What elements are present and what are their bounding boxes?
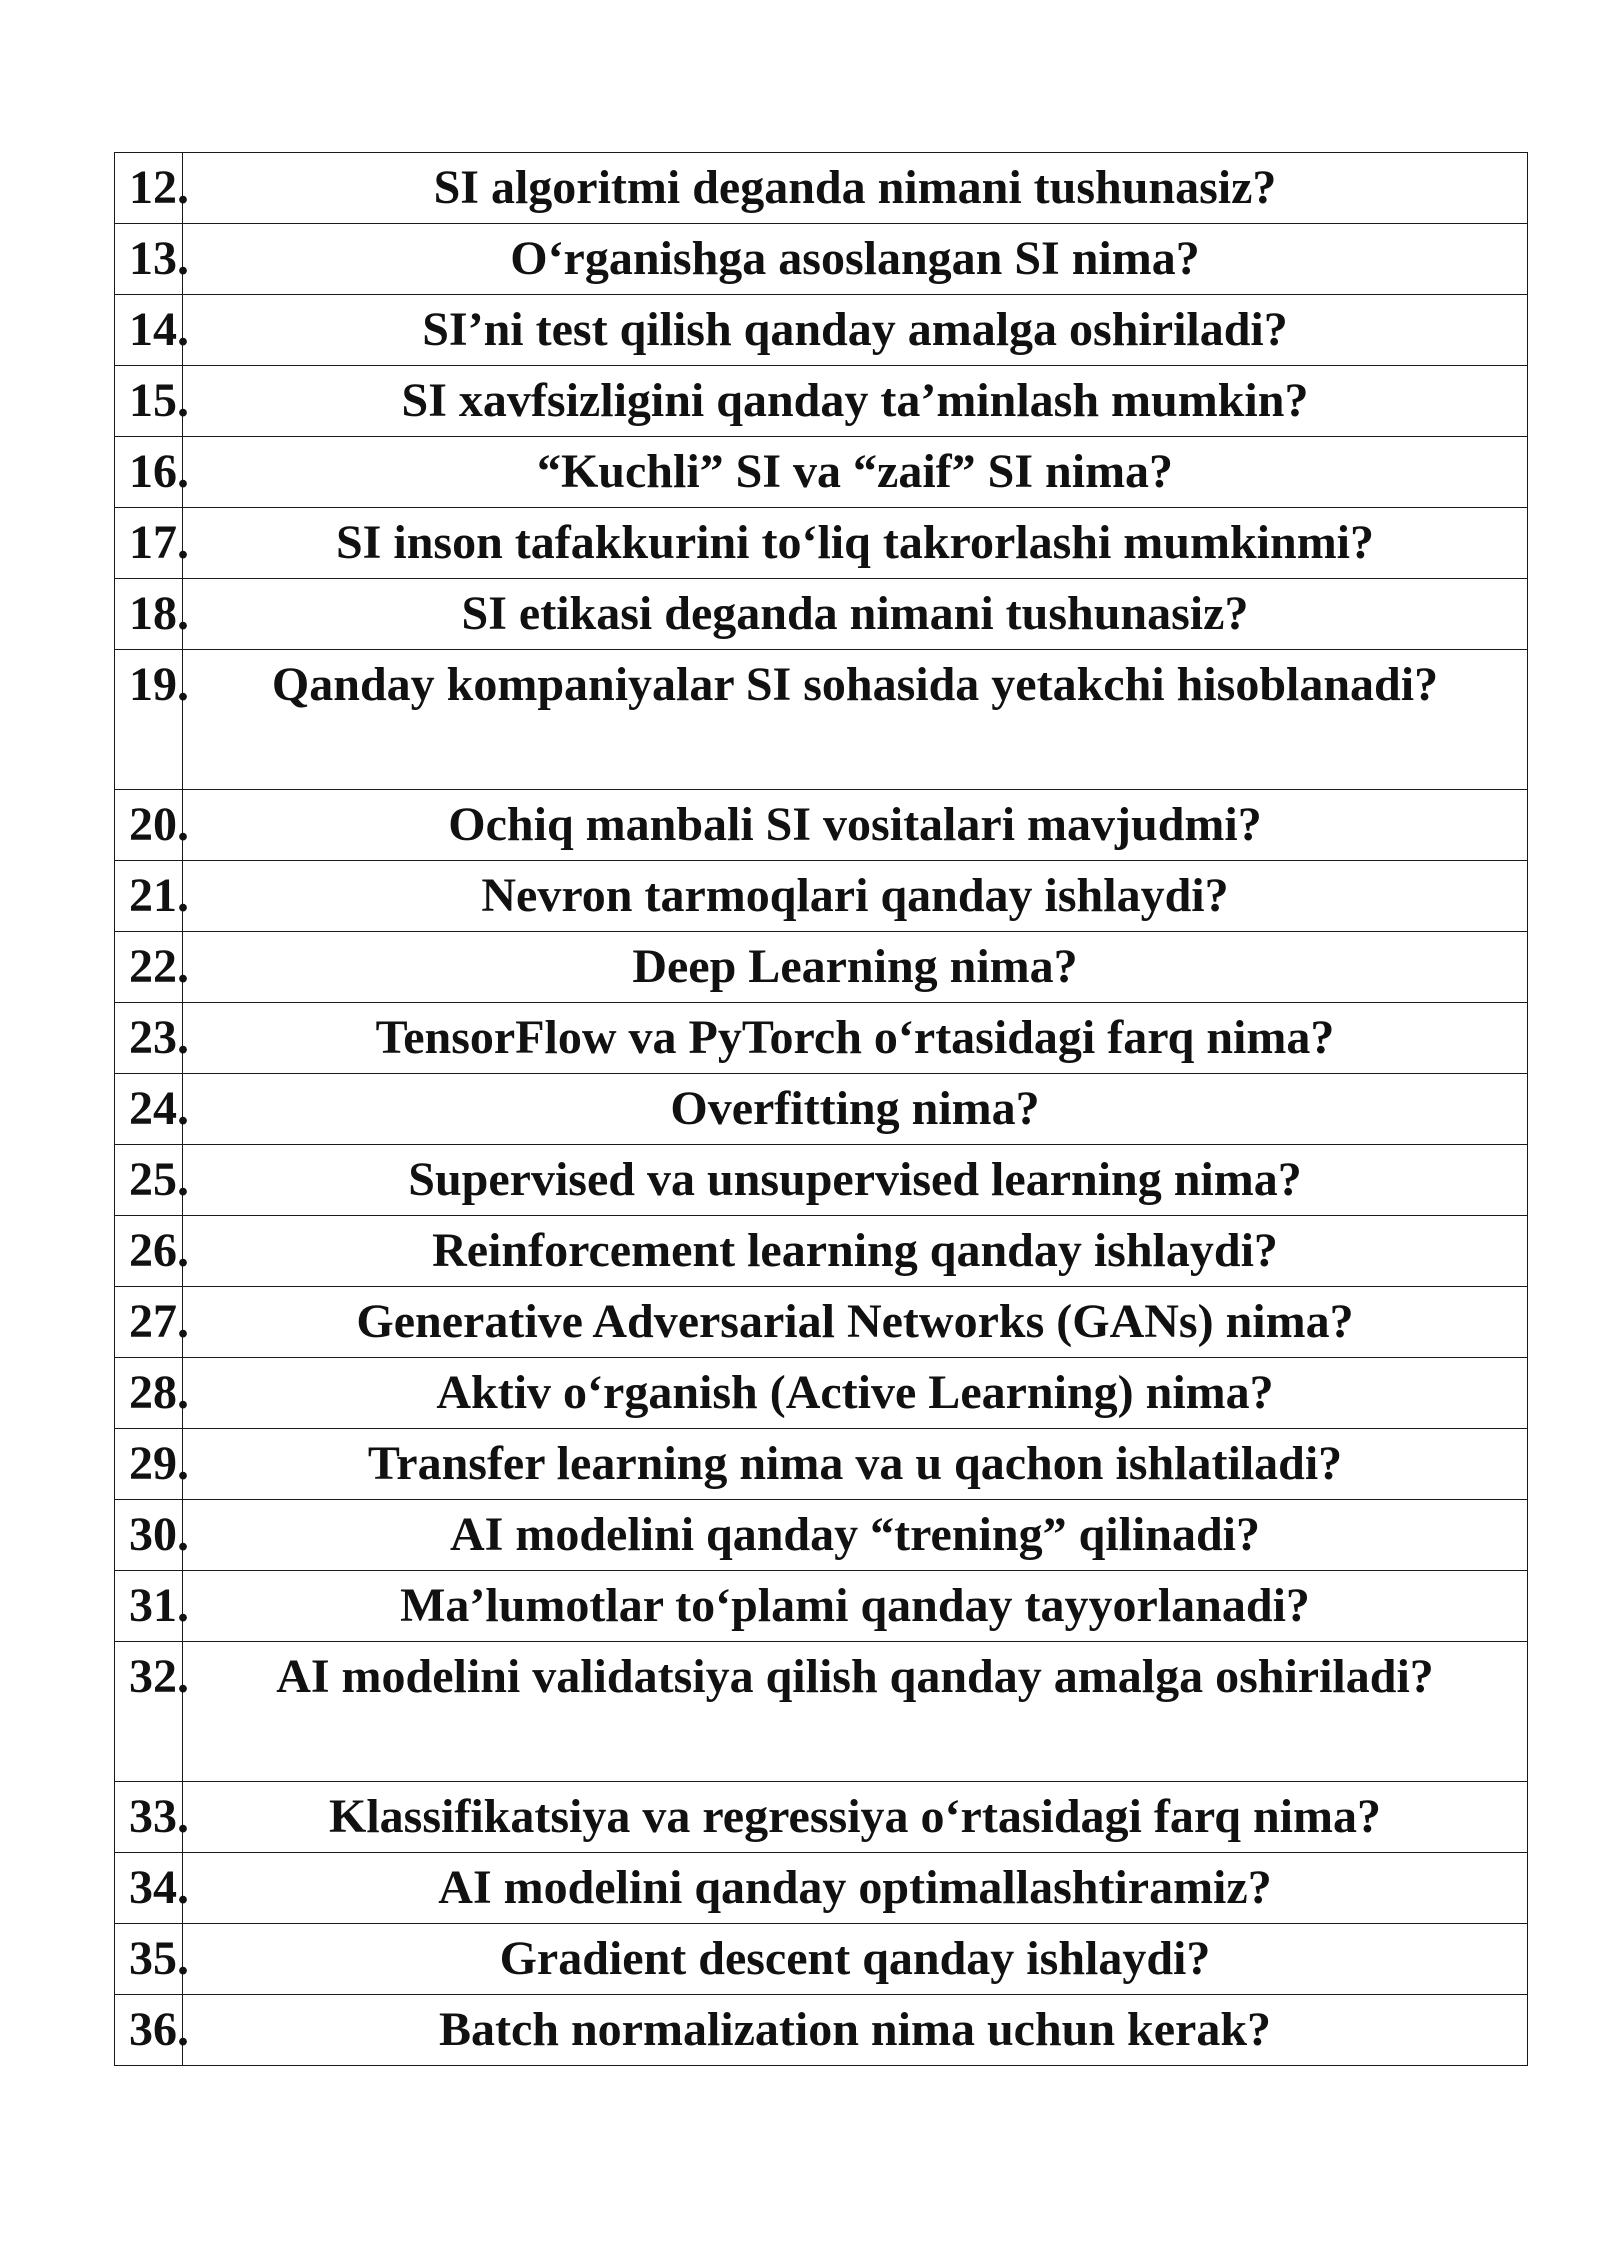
question-text: AI modelini qanday “trening” qilinadi? <box>183 1500 1528 1571</box>
question-number: 12. <box>129 161 189 214</box>
question-text: Nevron tarmoqlari qanday ishlaydi? <box>183 861 1528 932</box>
question-number-cell <box>115 579 189 650</box>
table-row <box>115 1571 1528 1642</box>
question-number: 21. <box>129 869 189 922</box>
table-row <box>115 1924 1528 1995</box>
table-row <box>115 932 1528 1003</box>
question-number-cell <box>115 1500 189 1571</box>
table-row <box>115 650 1528 790</box>
question-number-cell <box>115 1358 189 1429</box>
question-text: Ma’lumotlar to‘plami qanday tayyorlanadi? <box>183 1571 1528 1642</box>
question-number: 28. <box>129 1366 189 1419</box>
table-row <box>115 1287 1528 1358</box>
table-row <box>115 508 1528 579</box>
question-number: 23. <box>129 1011 189 1064</box>
question-number-cell <box>115 1074 189 1145</box>
question-text: AI modelini qanday optimallashtiramiz? <box>183 1853 1528 1924</box>
question-number: 16. <box>129 445 189 498</box>
question-text: Deep Learning nima? <box>183 932 1528 1003</box>
question-number: 25. <box>129 1153 189 1206</box>
question-text: Qanday kompaniyalar SI sohasida yetakchi hisoblanadi? <box>183 650 1528 790</box>
table-row <box>115 1853 1528 1924</box>
question-number: 24. <box>129 1082 189 1135</box>
question-text: Gradient descent qanday ishlaydi? <box>183 1924 1528 1995</box>
question-text: SI xavfsizligini qanday ta’minlash mumkin? <box>183 366 1528 437</box>
table-row <box>115 790 1528 861</box>
question-number-cell <box>115 153 189 224</box>
table-row <box>115 1500 1528 1571</box>
table-row <box>115 1216 1528 1287</box>
question-number-cell <box>115 1642 189 1782</box>
question-number-cell <box>115 861 189 932</box>
question-text: SI algoritmi deganda nimani tushunasiz? <box>183 153 1528 224</box>
table-row <box>115 153 1528 224</box>
question-number-cell <box>115 790 189 861</box>
question-number-cell <box>115 366 189 437</box>
question-number: 15. <box>129 374 189 427</box>
question-number: 35. <box>129 1932 189 1985</box>
table-row <box>115 1995 1528 2066</box>
question-text: Supervised va unsupervised learning nima? <box>183 1145 1528 1216</box>
question-text: Batch normalization nima uchun kerak? <box>183 1995 1528 2066</box>
table-row <box>115 1358 1528 1429</box>
question-number: 30. <box>129 1508 189 1561</box>
table-row <box>115 1429 1528 1500</box>
question-number: 33. <box>129 1790 189 1843</box>
table-row <box>115 1782 1528 1853</box>
question-text: SI etikasi deganda nimani tushunasiz? <box>183 579 1528 650</box>
question-text: SI’ni test qilish qanday amalga oshiriladi? <box>183 295 1528 366</box>
question-number: 17. <box>129 516 189 569</box>
question-number-cell <box>115 1216 189 1287</box>
question-text: “Kuchli” SI va “zaif” SI nima? <box>183 437 1528 508</box>
question-text: Aktiv o‘rganish (Active Learning) nima? <box>183 1358 1528 1429</box>
question-number-cell <box>115 1995 189 2066</box>
table-row <box>115 861 1528 932</box>
questions-table-body <box>115 153 1528 2066</box>
question-number: 20. <box>129 798 189 851</box>
question-number-cell <box>115 295 189 366</box>
question-number-cell <box>115 1853 189 1924</box>
question-text: Overfitting nima? <box>183 1074 1528 1145</box>
question-number: 22. <box>129 940 189 993</box>
question-number-cell <box>115 437 189 508</box>
table-row <box>115 1003 1528 1074</box>
question-number: 36. <box>129 2003 189 2056</box>
question-number-cell <box>115 224 189 295</box>
question-text: Generative Adversarial Networks (GANs) nima? <box>183 1287 1528 1358</box>
question-number-cell <box>115 1287 189 1358</box>
question-text: TensorFlow va PyTorch o‘rtasidagi farq nima? <box>183 1003 1528 1074</box>
question-text: AI modelini validatsiya qilish qanday amalga oshiriladi? <box>183 1642 1528 1782</box>
question-number: 31. <box>129 1579 189 1632</box>
table-row <box>115 437 1528 508</box>
question-text: Klassifikatsiya va regressiya o‘rtasidagi farq nima? <box>183 1782 1528 1853</box>
question-number: 34. <box>129 1861 189 1914</box>
question-number: 14. <box>129 303 189 356</box>
question-number: 26. <box>129 1224 189 1277</box>
table-row <box>115 366 1528 437</box>
question-number: 32. <box>129 1650 189 1703</box>
question-number-cell <box>115 1429 189 1500</box>
question-number: 27. <box>129 1295 189 1348</box>
question-number: 19. <box>129 658 189 711</box>
questions-table <box>114 152 1528 2066</box>
question-text: Reinforcement learning qanday ishlaydi? <box>183 1216 1528 1287</box>
table-row <box>115 1074 1528 1145</box>
question-text: Ochiq manbali SI vositalari mavjudmi? <box>183 790 1528 861</box>
question-number-cell <box>115 1924 189 1995</box>
question-number: 13. <box>129 232 189 285</box>
table-row <box>115 224 1528 295</box>
question-number-cell <box>115 1003 189 1074</box>
question-number-cell <box>115 1145 189 1216</box>
question-number: 18. <box>129 587 189 640</box>
question-text: SI inson tafakkurini to‘liq takrorlashi mumkinmi? <box>183 508 1528 579</box>
question-number-cell <box>115 1571 189 1642</box>
table-row <box>115 295 1528 366</box>
question-text: O‘rganishga asoslangan SI nima? <box>183 224 1528 295</box>
table-row <box>115 1642 1528 1782</box>
question-number-cell <box>115 650 189 790</box>
question-number: 29. <box>129 1437 189 1490</box>
table-row <box>115 579 1528 650</box>
question-number-cell <box>115 508 189 579</box>
question-number-cell <box>115 932 189 1003</box>
question-text: Transfer learning nima va u qachon ishlatiladi? <box>183 1429 1528 1500</box>
table-row <box>115 1145 1528 1216</box>
question-number-cell <box>115 1782 189 1853</box>
